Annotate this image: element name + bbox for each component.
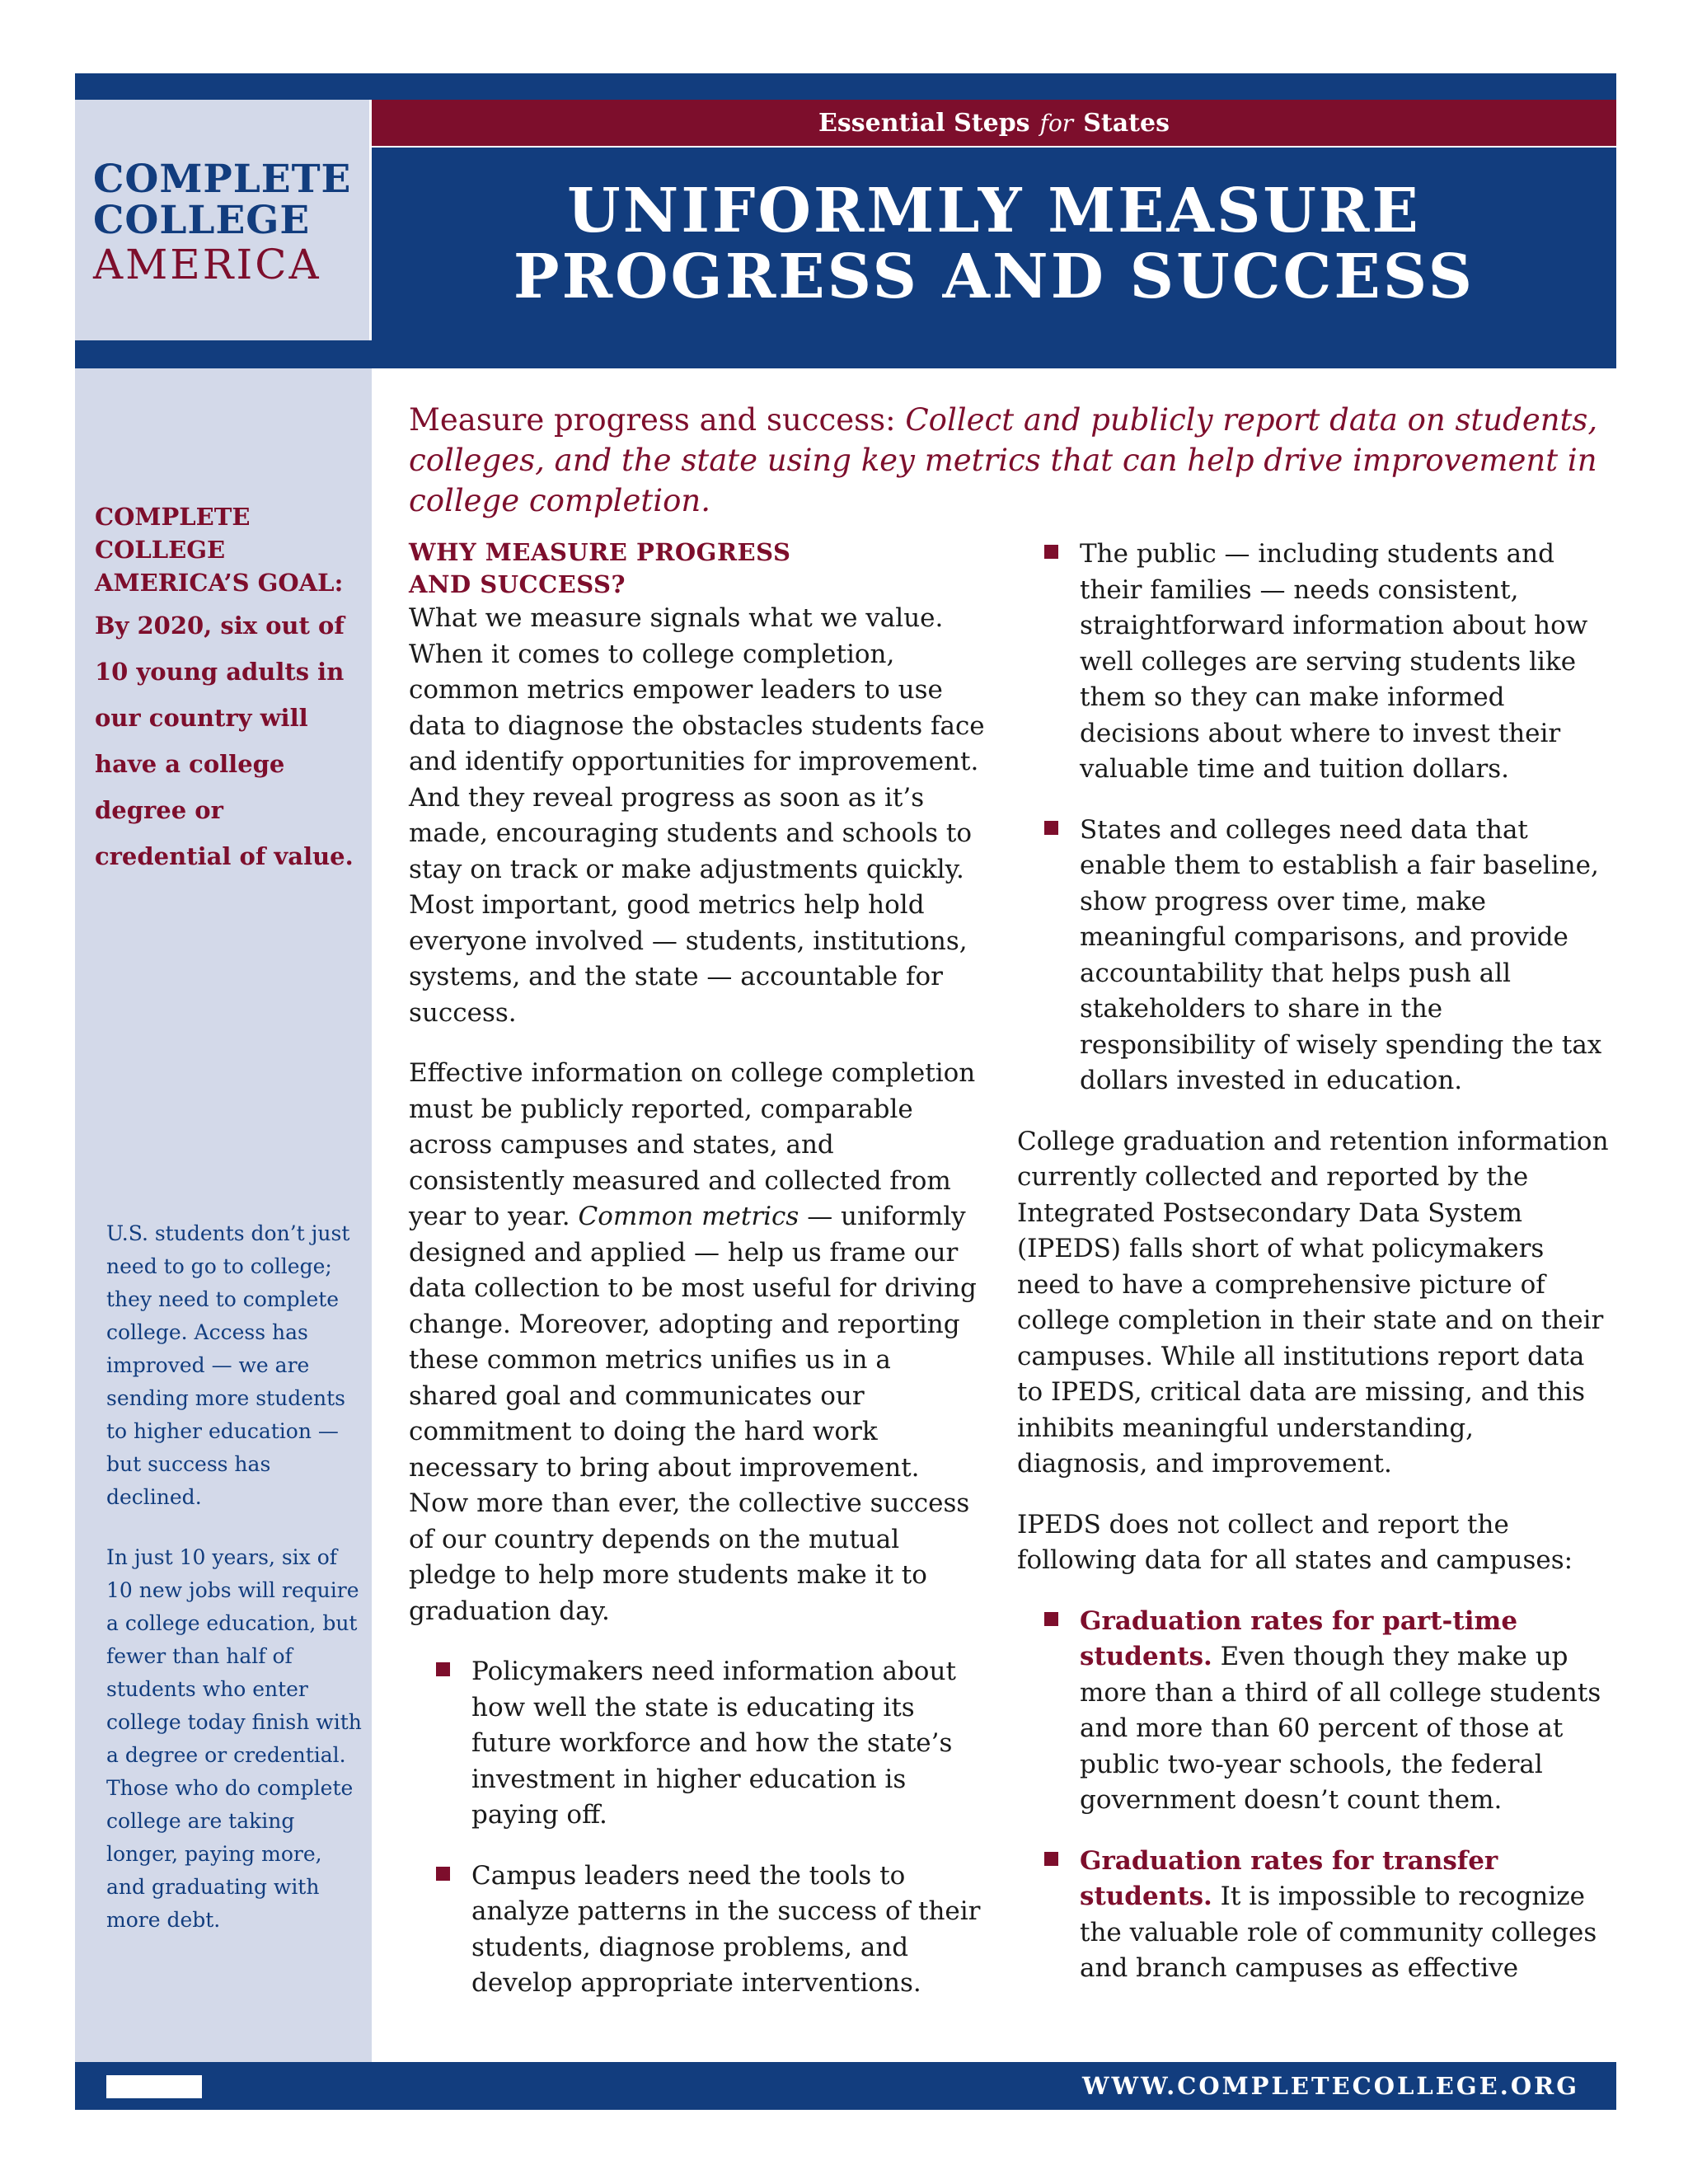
bullet-text: It is impossible to recognize the valuable role of community colleges and branch campuses as effective bbox=[1080, 1882, 1597, 1983]
logo-line-2: COLLEGE bbox=[93, 198, 311, 243]
section-heading-line-2: AND SUCCESS? bbox=[409, 570, 626, 598]
bullet-lead: Graduation rates for part-time students. bbox=[1080, 1605, 1518, 1671]
title-panel bbox=[372, 148, 1616, 340]
top-rule bbox=[75, 73, 1616, 100]
left-paragraph-1: What we measure signals what we value. When it comes to college completion, common metrics empower leaders to use data to diagnose the obstacles students face and identify opportunities for improvement. And they reveal progress as soon as it’s made, encouraging students and schools to stay on track or make adjustments quickly. Most important, good metrics help hold everyone involved — students, institutions, systems, and the state — accountable for success. bbox=[409, 603, 985, 1028]
left-bullet-list bbox=[409, 1654, 986, 2002]
complete-college-america-logo bbox=[93, 159, 365, 288]
main-content bbox=[372, 368, 1616, 2062]
left-column bbox=[409, 537, 986, 2027]
right-column bbox=[1017, 537, 1611, 2012]
header-bottom-rule bbox=[75, 340, 1616, 368]
bullet-square-icon bbox=[1044, 1852, 1058, 1866]
series-suffix: States bbox=[1083, 108, 1170, 138]
right-paragraph-2: IPEDS does not collect and report the following data for all states and campuses: bbox=[1017, 1509, 1573, 1575]
logo-line-1: COMPLETE bbox=[93, 157, 352, 202]
goal-text: By 2020, six out of 10 young adults in our country will have a college degree or credential of value. bbox=[95, 612, 354, 870]
intro-statement bbox=[409, 400, 1604, 521]
bullet-text: The public — including students and their families — needs consistent, straightforward information about how well colleges are serving students like them so they can make informed decisions about where to invest their valuable time and tuition dollars. bbox=[1080, 539, 1588, 784]
page-footer bbox=[75, 2062, 1616, 2110]
series-for: for bbox=[1039, 109, 1074, 137]
series-prefix: Essential Steps bbox=[818, 108, 1030, 138]
page-title-line-1: UNIFORMLY MEASURE bbox=[567, 176, 1421, 246]
bullet-square-icon bbox=[436, 1662, 450, 1676]
para2-after: — uniformly designed and applied — help us frame our data collection to be most useful for driving change. Moreover, adopting and reporting these common metrics unifies us in a shared goal and communicates our commitment to doing the hard work necessary to bring about improvement. Now more than ever, the collective success of our country depends on the mutual pledge to help more students make it to graduation day. bbox=[409, 1202, 977, 1626]
bullet-lead: Graduation rates for transfer students. bbox=[1080, 1845, 1498, 1911]
sidebar-note-access: U.S. students don’t just need to go to college; they need to complete college. Access has improved — we are sending more students to higher education — but success has declined. bbox=[106, 1221, 350, 1509]
list-item bbox=[1017, 813, 1611, 1099]
bullet-square-icon bbox=[1044, 1612, 1058, 1626]
series-banner bbox=[372, 100, 1616, 146]
footer-blank-box bbox=[106, 2075, 202, 2098]
list-item bbox=[1017, 537, 1611, 788]
list-item bbox=[1017, 1844, 1611, 1987]
goal-callout bbox=[95, 500, 367, 879]
logo-panel bbox=[75, 100, 369, 340]
sidebar-note-jobs: In just 10 years, six of 10 new jobs will require a college education, but fewer than half of students who enter college today finish with a degree or credential. Those who do complete college are taking longer, paying more, and graduating with more debt. bbox=[106, 1545, 362, 1932]
intro-italic: Collect and publicly report data on students, colleges, and the state using key metrics that can help drive improvement in college completion. bbox=[409, 402, 1598, 518]
intro-lead: Measure progress and success: bbox=[409, 402, 896, 438]
sidebar bbox=[75, 368, 372, 2062]
page-header bbox=[75, 100, 1616, 340]
bullet-square-icon bbox=[436, 1867, 450, 1881]
list-item bbox=[409, 1654, 986, 1834]
bullet-text: Even though they make up more than a third of all college students and more than 60 percent of those at public two-year schools, the federal government doesn’t count them. bbox=[1080, 1642, 1601, 1815]
goal-heading: COMPLETE COLLEGE AMERICA’S GOAL: bbox=[95, 503, 344, 597]
right-bullet-list-top bbox=[1017, 537, 1611, 1099]
left-paragraph-2 bbox=[409, 1056, 986, 1629]
bullet-square-icon bbox=[1044, 545, 1058, 559]
section-heading bbox=[409, 537, 986, 601]
bullet-text: States and colleges need data that enable them to establish a fair baseline, show progress over time, make meaningful comparisons, and provide accountability that helps push all stakeholders to share in the responsibility of wisely spending the tax dollars invested in education. bbox=[1080, 814, 1602, 1095]
right-paragraph-1: College graduation and retention information currently collected and reported by the Integrated Postsecondary Data System (IPEDS) falls short of what policymakers need to have a comprehensive picture of college completion in their state and on their campuses. While all institutions report data to IPEDS, critical data are missing, and this inhibits meaningful understanding, diagnosis, and improvement. bbox=[1017, 1126, 1609, 1479]
list-item bbox=[1017, 1604, 1611, 1819]
bullet-text: Campus leaders need the tools to analyze patterns in the success of their students, diagnose problems, and develop appropriate interventions. bbox=[471, 1860, 981, 1998]
page-title-line-2: PROGRESS AND SUCCESS bbox=[513, 241, 1475, 312]
bullet-text: Policymakers need information about how well the state is educating its future workforce and how the state’s investment in higher education is paying off. bbox=[471, 1657, 956, 1830]
footer-url-link[interactable]: WWW.COMPLETECOLLEGE.ORG bbox=[1081, 2072, 1579, 2100]
para2-italic: Common metrics bbox=[578, 1202, 799, 1231]
logo-line-3: AMERICA bbox=[93, 241, 321, 288]
para2-before: Effective information on college completion must be publicly reported, comparable across campuses and states, and consistently measured and collected from year to year. bbox=[409, 1058, 976, 1231]
list-item bbox=[409, 1858, 986, 2002]
right-bullet-list-bottom bbox=[1017, 1604, 1611, 1987]
section-heading-line-1: WHY MEASURE PROGRESS bbox=[409, 538, 791, 566]
bullet-square-icon bbox=[1044, 821, 1058, 835]
